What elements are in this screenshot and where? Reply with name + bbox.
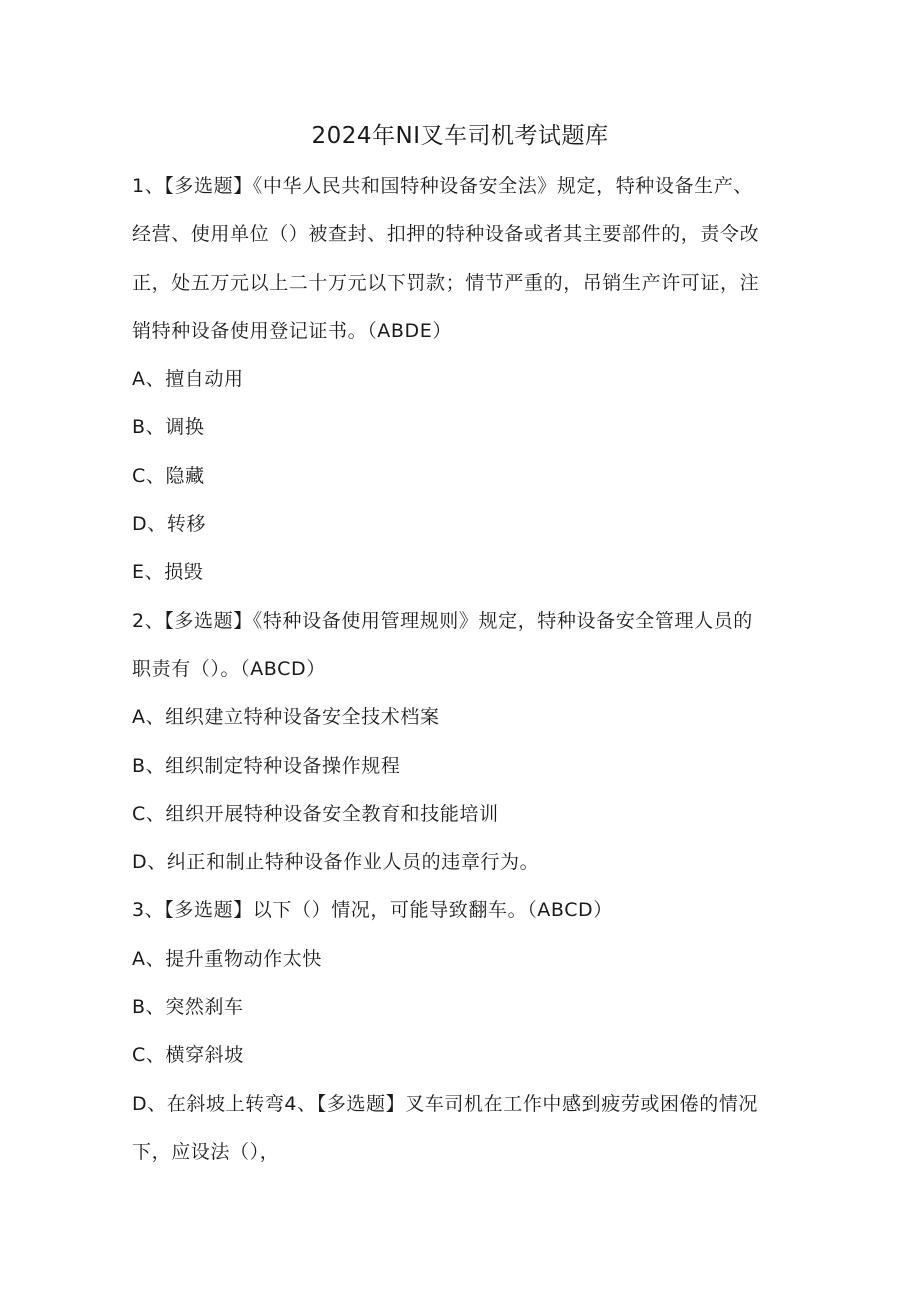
question-3-stem-line-1: 3、【多选题】以下（）情况，可能导致翻车。（ABCD）: [132, 899, 613, 922]
question-1-stem-line-2: 经营、使用单位（）被查封、扣押的特种设备或者其主要部件的，责令改: [132, 223, 760, 246]
question-1: [132, 162, 792, 597]
question-1-stem-line-3: 正，处五万元以上二十万元以下罚款；情节严重的，吊销生产许可证，注: [132, 271, 760, 294]
question-1-option-d: D、转移: [132, 513, 207, 536]
question-2-option-a: A、组织建立特种设备安全技术档案: [132, 706, 440, 729]
question-4: [132, 1080, 792, 1177]
document-title: 2024年NI叉车司机考试题库: [311, 123, 609, 149]
question-1-option-e: E、损毁: [132, 561, 204, 584]
question-4-stem-line-1: D、在斜坡上转弯4、【多选题】叉车司机在工作中感到疲劳或困倦的情况: [132, 1092, 759, 1115]
question-2-option-c: C、组织开展特种设备安全教育和技能培训: [132, 802, 499, 825]
question-1-option-b: B、调换: [132, 416, 205, 439]
question-3-option-b: B、突然刹车: [132, 996, 244, 1019]
question-3: [132, 886, 792, 1079]
question-1-stem-line-1: 1、【多选题】《中华人民共和国特种设备安全法》规定，特种设备生产、: [132, 175, 753, 197]
question-2-option-d: D、纠正和制止特种设备作业人员的违章行为。: [132, 851, 540, 874]
question-3-option-c: C、横穿斜坡: [132, 1044, 244, 1067]
question-2-stem-line-1: 2、【多选题】《特种设备使用管理规则》规定，特种设备安全管理人员的: [132, 609, 753, 632]
question-1-option-a: A、擅自动用: [132, 368, 244, 391]
question-1-stem-line-4: 销特种设备使用登记证书。（ABDE）: [132, 319, 452, 342]
question-2-stem-line-2: 职责有（）。（ABCD）: [132, 657, 326, 680]
question-1-option-c: C、隐藏: [132, 464, 205, 487]
question-4-stem-line-2: 下，应设法（），: [132, 1140, 280, 1163]
question-list: [132, 162, 792, 1176]
question-2: [132, 597, 792, 887]
question-3-option-a: A、提升重物动作太快: [132, 947, 322, 970]
question-2-option-b: B、组织制定特种设备操作规程: [132, 754, 401, 777]
